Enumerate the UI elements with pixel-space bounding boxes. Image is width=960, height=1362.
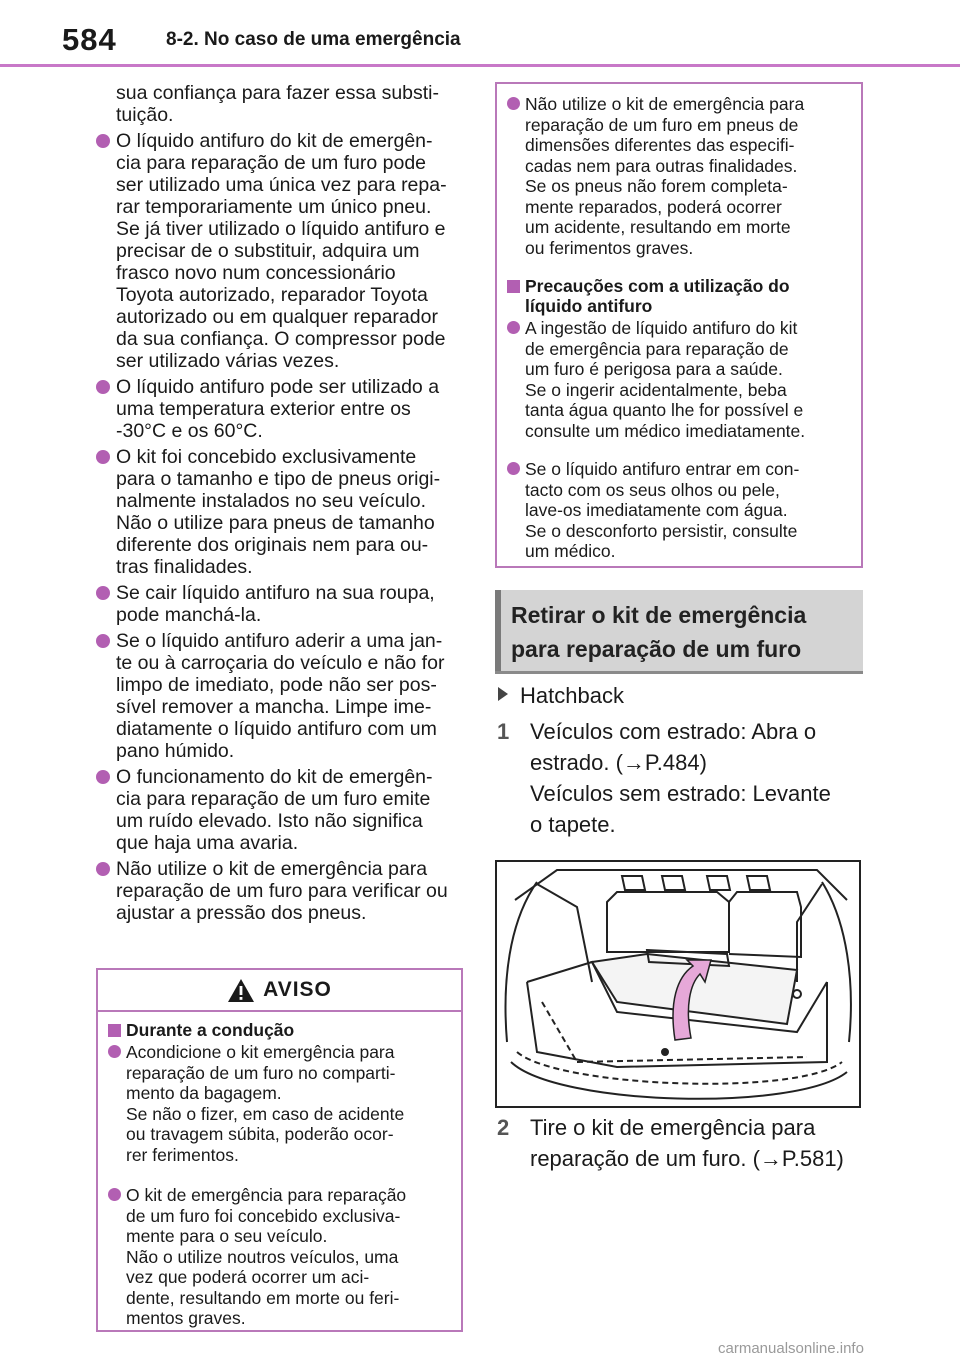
warning-item-text: Acondicione o kit emergência para reparação de um furo no comparti- mento da bagagem. Se não o fizer, em caso de acidente ou travagem súbita, poderão ocor- rer ferimentos.: [126, 1042, 405, 1165]
warning-item: [507, 94, 851, 258]
bullet-item: [96, 766, 466, 854]
triangle-marker-icon: [498, 687, 508, 701]
step-line: Tire o kit de emergência para: [530, 1115, 816, 1140]
bullet-text: Se cair líquido antifuro na sua roupa, pode manchá-la.: [116, 582, 435, 626]
page-header: [0, 0, 960, 68]
step-number: 2: [497, 1115, 510, 1140]
warning-header: [98, 970, 461, 1012]
bullet-item: [96, 858, 466, 924]
page-number: 584: [62, 22, 117, 57]
variant-label: [498, 683, 624, 709]
bullet-item: [96, 582, 466, 626]
bullet-item: [96, 446, 466, 578]
trunk-illustration: [495, 860, 861, 1108]
step-number: 1: [497, 719, 510, 744]
warning-item-text: O kit de emergência para reparação de um furo foi concebido exclusiva- mente para o seu veículo. Não o utilize noutros veículos, uma vez que poderá ocorrer um aci- dente, resultando em morte ou feri- mentos graves.: [126, 1185, 407, 1328]
warning-item-text: A ingestão de líquido antifuro do kit de emergência para reparação de um furo é perigosa para a saúde. Se o ingerir acidentalmente, beba tanta água quanto lhe for possível e consulte um médico imediatamente.: [525, 318, 806, 441]
bullet-dot-icon: [96, 134, 110, 148]
bullet-dot-icon: [108, 1045, 121, 1058]
warning-body: [98, 1012, 461, 1329]
car-trunk-drawing: [497, 862, 859, 1106]
section-banner: [495, 590, 863, 674]
bullet-text: O kit foi concebido exclusivamente para o tamanho e tipo de pneus origi- nalmente instalados no seu veículo. Não o utilize para pneus de tamanho diferente dos originais nem para ou- tras finalidades.: [116, 446, 441, 578]
warning-continuation-box: [495, 82, 863, 568]
bullet-dot-icon: [96, 862, 110, 876]
square-bullet-icon: [507, 280, 520, 293]
step-line: Veículos sem estrado: Levante: [530, 781, 831, 806]
step-line: reparação de um furo. (→P.581): [530, 1146, 844, 1171]
warning-box: [96, 968, 463, 1332]
bullet-text: O líquido antifuro pode ser utilizado a uma temperatura exterior entre os -30°C e os 60°C.: [116, 376, 440, 442]
bullet-item: [96, 130, 466, 372]
bullet-dot-icon: [108, 1188, 121, 1201]
banner-title: Retirar o kit de emergência para reparação de um furo: [511, 602, 807, 662]
left-column: [96, 82, 466, 928]
step-line: Veículos com estrado: Abra o: [530, 719, 817, 744]
bullet-dot-icon: [96, 770, 110, 784]
variant-text: Hatchback: [520, 683, 624, 708]
warning-title: AVISO: [263, 978, 332, 1001]
bullet-text: Não utilize o kit de emergência para reparação de um furo para verificar ou ajustar a pressão dos pneus.: [116, 858, 448, 924]
banner-accent-bar: [495, 590, 501, 671]
procedure-step: [497, 1112, 857, 1174]
step-line: o tapete.: [530, 812, 616, 837]
square-bullet-icon: [108, 1024, 121, 1037]
bullet-dot-icon: [507, 462, 520, 475]
bullet-text: O funcionamento do kit de emergên- cia para reparação de um furo emite um ruído elevado. Isto não significa que haja uma avaria.: [116, 766, 433, 854]
warning-item: [507, 318, 851, 441]
bullet-item: [96, 630, 466, 762]
procedure-step: [497, 716, 857, 840]
warning-triangle-icon: [227, 978, 255, 1003]
bullet-dot-icon: [96, 380, 110, 394]
warning-item: [108, 1042, 451, 1165]
warning-subheading: [108, 1020, 451, 1040]
step-line: estrado. (→P.484): [530, 750, 707, 775]
bullet-item: [96, 376, 466, 442]
bullet-dot-icon: [96, 450, 110, 464]
bullet-dot-icon: [507, 321, 520, 334]
section-title: 8-2. No caso de uma emergência: [166, 29, 461, 50]
header-divider: [0, 64, 960, 67]
warning-item-text: Se o líquido antifuro entrar em con- tacto com os seus olhos ou pele, lave-os imediatamente com água. Se o desconforto persistir, consulte um médico.: [525, 459, 800, 561]
subheading-text: Precauções com a utilização do líquido antifuro: [525, 276, 790, 316]
bullet-text: O líquido antifuro do kit de emergên- cia para reparação de um furo pode ser utilizado uma única vez para repa- rar temporariamente um único pneu. Se já tiver utilizado o líquido antifuro e precisar de o substituir, adquira um frasco novo num concessionário Toyota autorizado, reparador Toyota autorizado ou em qualquer reparador da sua confiança. O compressor pode ser utilizado várias vezes.: [116, 130, 447, 372]
bullet-dot-icon: [96, 586, 110, 600]
bullet-dot-icon: [96, 634, 110, 648]
continuation-text: sua confiança para fazer essa substi- tuição.: [116, 82, 440, 126]
warning-subheading: [507, 276, 851, 316]
watermark: carmanualsonline.info: [718, 1340, 864, 1357]
subheading-text: Durante a condução: [126, 1020, 295, 1040]
warning-item: [507, 459, 851, 562]
warning-item-text: Não utilize o kit de emergência para reparação de um furo em pneus de dimensões diferentes das especifi- cadas nem para outras finalidades. Se os pneus não forem completa- mente reparados, poderá ocorrer um acidente, resultando em morte ou ferimentos graves.: [525, 94, 805, 258]
bullet-dot-icon: [507, 97, 520, 110]
bullet-text: Se o líquido antifuro aderir a uma jan- te ou à carroçaria do veículo e não for limpo de imediato, pode não ser pos- sível remover a mancha. Limpe ime- diatamente o líquido antifuro com um pano húmido.: [116, 630, 445, 762]
warning-item: [108, 1185, 451, 1329]
